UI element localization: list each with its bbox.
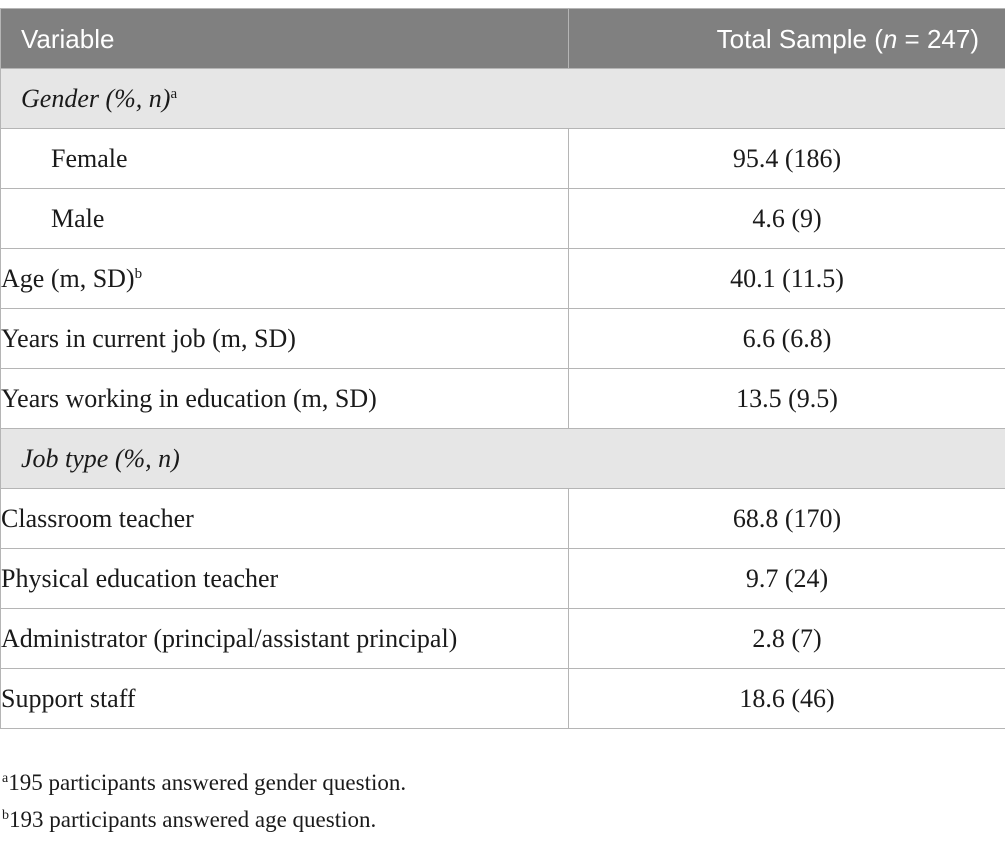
footnote-mark-b: b [134, 265, 143, 282]
row-value-support-staff: 18.6 (46) [569, 669, 1005, 729]
row-label-administrator: Administrator (principal/assistant principal) [1, 609, 569, 669]
header-total-sample [569, 9, 1005, 69]
footnote-a-text: 195 participants answered gender question. [8, 770, 407, 795]
row-label-years-education: Years working in education (m, SD) [1, 369, 569, 429]
table-row-pe-teacher [1, 549, 1005, 609]
table-row-years-education [1, 369, 1005, 429]
row-text-age: Age (m, SD) [1, 263, 135, 293]
table-row-administrator [1, 609, 1005, 669]
row-label-male: Male [1, 189, 569, 249]
header-total-suffix: = 247) [897, 23, 979, 54]
table-footnotes [0, 764, 406, 838]
table-row-male [1, 189, 1005, 249]
row-value-classroom-teacher: 68.8 (170) [569, 489, 1005, 549]
table-row-female [1, 129, 1005, 189]
header-variable: Variable [1, 9, 569, 69]
footnote-b [0, 801, 406, 838]
footnote-a [0, 764, 406, 801]
section-label-job-type: Job type (%, n) [1, 429, 1005, 489]
table-row-age [1, 249, 1005, 309]
row-label-female: Female [1, 129, 569, 189]
table-row-support-staff [1, 669, 1005, 729]
demographics-table [0, 8, 1005, 729]
row-label-years-current-job: Years in current job (m, SD) [1, 309, 569, 369]
section-text-gender: Gender (%, n) [21, 83, 171, 113]
footnote-b-text: 193 participants answered age question. [9, 807, 377, 832]
row-value-age: 40.1 (11.5) [569, 249, 1005, 309]
section-row-job-type [1, 429, 1005, 489]
header-total-prefix: Total Sample ( [716, 23, 883, 54]
row-label-age [1, 249, 569, 309]
row-value-years-current-job: 6.6 (6.8) [569, 309, 1005, 369]
row-label-support-staff: Support staff [1, 669, 569, 729]
row-value-years-education: 13.5 (9.5) [569, 369, 1005, 429]
row-value-male: 4.6 (9) [569, 189, 1005, 249]
section-row-gender [1, 69, 1005, 129]
section-label-gender [1, 69, 1005, 129]
row-value-administrator: 2.8 (7) [569, 609, 1005, 669]
footnote-b-mark: b [2, 808, 9, 823]
row-label-classroom-teacher: Classroom teacher [1, 489, 569, 549]
footnote-mark-a: a [170, 85, 178, 102]
table-row-years-current-job [1, 309, 1005, 369]
row-value-pe-teacher: 9.7 (24) [569, 549, 1005, 609]
row-label-pe-teacher: Physical education teacher [1, 549, 569, 609]
header-total-n: n [882, 23, 898, 54]
table-header-row [1, 9, 1005, 69]
table-row-classroom-teacher [1, 489, 1005, 549]
row-value-female: 95.4 (186) [569, 129, 1005, 189]
footnote-a-mark: a [2, 771, 9, 786]
